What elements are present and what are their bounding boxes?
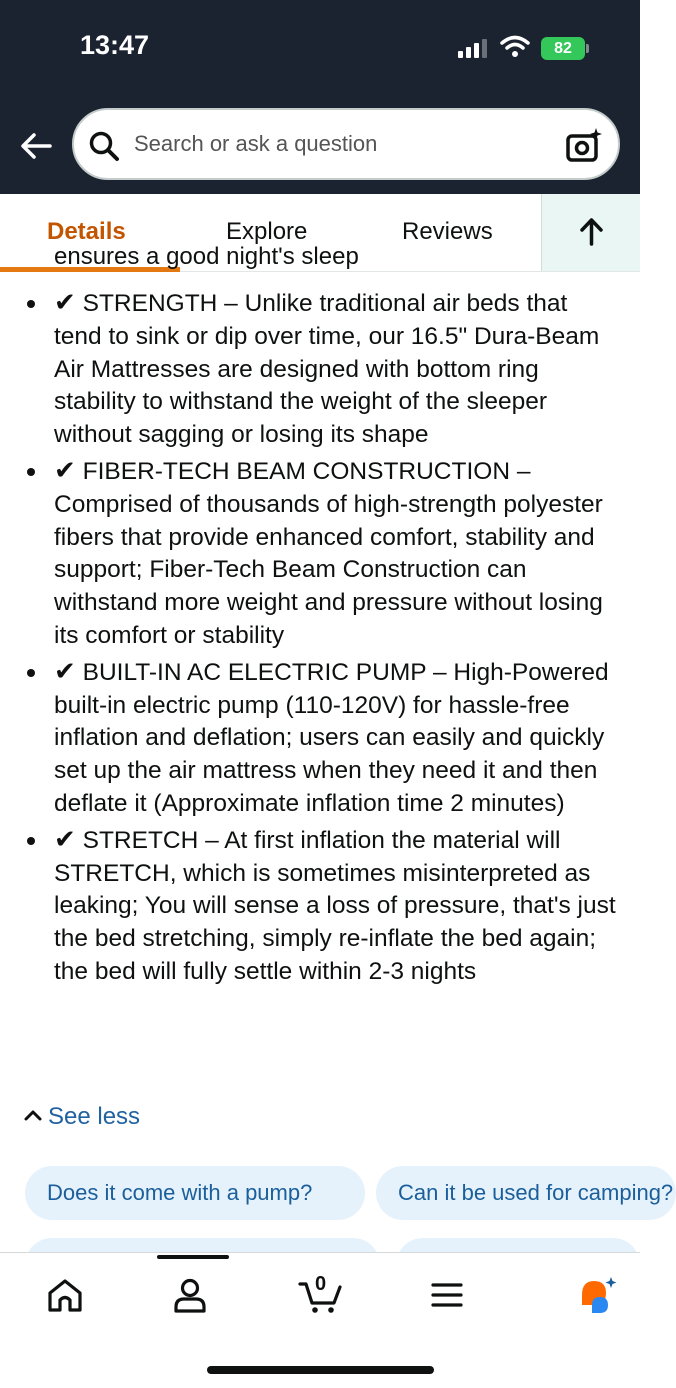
see-less-label: See less bbox=[48, 1103, 141, 1130]
bullet-text: FIBER-TECH BEAM CONSTRUCTION – Comprised of thousands of high-strength polyester fibers that provide enhanced comfort, stability and support; Fiber-Tech Beam Construction can withstand more weight and pressure without losing its comfort or stability bbox=[54, 457, 603, 649]
battery-tip bbox=[586, 44, 589, 53]
question-chips bbox=[0, 1166, 674, 1226]
question-chip[interactable]: Does it come with a pump? bbox=[25, 1166, 365, 1220]
tab-details[interactable]: Details bbox=[47, 218, 126, 245]
bullet-dot bbox=[27, 837, 35, 845]
menu-icon[interactable] bbox=[427, 1275, 467, 1315]
rufus-assistant-icon[interactable] bbox=[578, 1275, 618, 1315]
top-header bbox=[0, 0, 640, 194]
account-icon[interactable] bbox=[170, 1275, 210, 1315]
checkmark-icon: ✔ bbox=[54, 287, 76, 317]
bullet-dot bbox=[27, 669, 35, 677]
bullet-text: BUILT-IN AC ELECTRIC PUMP – High-Powered built-in electric pump (110-120V) for hassle-free inflation and deflation; users can easily and quickly set up the air mattress when they need it and then deflate it (Approximate inflation time 2 minutes) bbox=[54, 658, 609, 817]
tab-reviews[interactable]: Reviews bbox=[402, 218, 493, 245]
question-chip[interactable]: Can it be used for camping? bbox=[376, 1166, 676, 1220]
wifi-icon bbox=[500, 35, 530, 59]
scroll-to-top-button[interactable] bbox=[541, 194, 640, 271]
bullet-stretch bbox=[0, 823, 640, 989]
cut-off-text-line bbox=[54, 243, 394, 273]
cellular-signal-icon bbox=[458, 38, 488, 58]
active-nav-indicator bbox=[157, 1255, 229, 1259]
back-arrow-icon[interactable] bbox=[16, 124, 56, 168]
cart-button[interactable] bbox=[298, 1275, 344, 1315]
battery-level: 82 bbox=[541, 37, 585, 60]
cart-count: 0 bbox=[315, 1273, 327, 1295]
tab-explore[interactable]: Explore bbox=[226, 218, 308, 245]
arrow-up-icon bbox=[542, 194, 641, 271]
bullet-fiber-tech bbox=[0, 454, 640, 653]
home-indicator-bar bbox=[207, 1366, 434, 1374]
bullet-dot bbox=[27, 468, 35, 476]
cut-off-text: ensures a good night's sleep bbox=[54, 243, 359, 270]
status-time: 13:47 bbox=[80, 30, 150, 60]
search-input[interactable] bbox=[134, 131, 534, 157]
feature-bullet-list bbox=[0, 286, 640, 991]
search-icon bbox=[88, 130, 120, 162]
checkmark-icon: ✔ bbox=[54, 454, 76, 485]
home-icon[interactable] bbox=[45, 1275, 85, 1315]
bullet-text: STRENGTH – Unlike traditional air beds that tend to sink or dip over time, our 16.5" Dura-Beam Air Mattresses are designed with bottom ring stability to withstand the weight of the sleeper without sagging or losing its shape bbox=[54, 290, 600, 449]
search-bar[interactable] bbox=[72, 108, 620, 180]
chevron-up-icon bbox=[24, 1108, 42, 1122]
bullet-text: STRETCH – At first inflation the material will STRETCH, which is sometimes misinterpreted as leaking; You will sense a loss of pressure, that's just the bed stretching, simply re-inflate the bed again; the bed will fully settle within 2-3 nights bbox=[54, 826, 616, 985]
checkmark-icon: ✔ bbox=[54, 823, 76, 854]
bullet-strength bbox=[0, 286, 640, 452]
checkmark-icon: ✔ bbox=[54, 655, 76, 686]
bullet-electric-pump bbox=[0, 655, 640, 821]
bullet-dot bbox=[27, 300, 35, 308]
camera-lens-icon[interactable] bbox=[564, 126, 604, 166]
see-less-link[interactable] bbox=[24, 1103, 140, 1131]
